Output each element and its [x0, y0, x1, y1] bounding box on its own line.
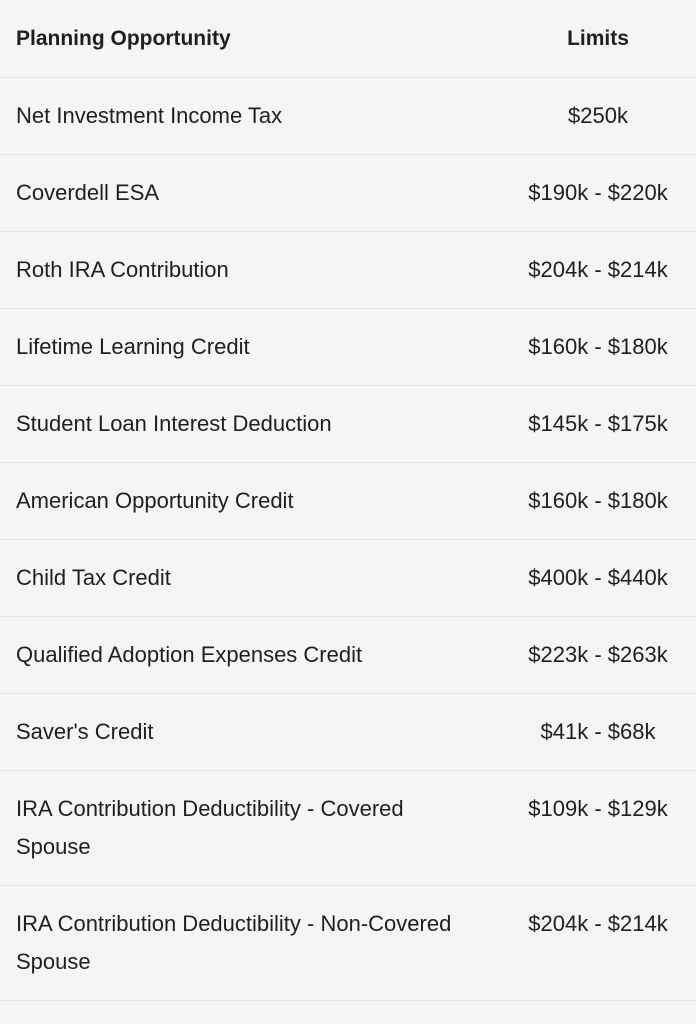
table-header-row [0, 0, 696, 78]
table-row [0, 886, 696, 1001]
table-row [0, 463, 696, 540]
table-row [0, 771, 696, 886]
row-opportunity: Net Investment Income Tax [0, 78, 500, 155]
table-row [0, 155, 696, 232]
row-limits: $145k - $175k [500, 386, 696, 463]
row-limits: $204k - $214k [500, 232, 696, 309]
row-limits: $41k - $68k [500, 694, 696, 771]
row-opportunity: Coverdell ESA [0, 155, 500, 232]
table-row [0, 386, 696, 463]
row-opportunity: IRA Contribution Deductibility - Covered Spouse [0, 771, 500, 886]
row-limits: $204k - $214k [500, 886, 696, 1001]
table-row [0, 232, 696, 309]
table-row [0, 309, 696, 386]
column-header-planning-opportunity: Planning Opportunity [0, 0, 500, 78]
row-opportunity: Child Tax Credit [0, 540, 500, 617]
row-limits: $400k - $440k [500, 540, 696, 617]
row-limits: $109k - $129k [500, 771, 696, 886]
table-row [0, 694, 696, 771]
table-row [0, 617, 696, 694]
row-limits: $160k - $180k [500, 463, 696, 540]
row-limits: $223k - $263k [500, 617, 696, 694]
table-row [0, 78, 696, 155]
row-opportunity: American Opportunity Credit [0, 463, 500, 540]
table-row [0, 540, 696, 617]
row-opportunity: Qualified Adoption Expenses Credit [0, 617, 500, 694]
column-header-limits: Limits [500, 0, 696, 78]
row-opportunity: Lifetime Learning Credit [0, 309, 500, 386]
row-opportunity: IRA Contribution Deductibility - Non-Covered Spouse [0, 886, 500, 1001]
row-limits: $190k - $220k [500, 155, 696, 232]
row-opportunity: Saver's Credit [0, 694, 500, 771]
row-opportunity: Student Loan Interest Deduction [0, 386, 500, 463]
row-opportunity: Roth IRA Contribution [0, 232, 500, 309]
row-limits: $160k - $180k [500, 309, 696, 386]
row-limits: $250k [500, 78, 696, 155]
